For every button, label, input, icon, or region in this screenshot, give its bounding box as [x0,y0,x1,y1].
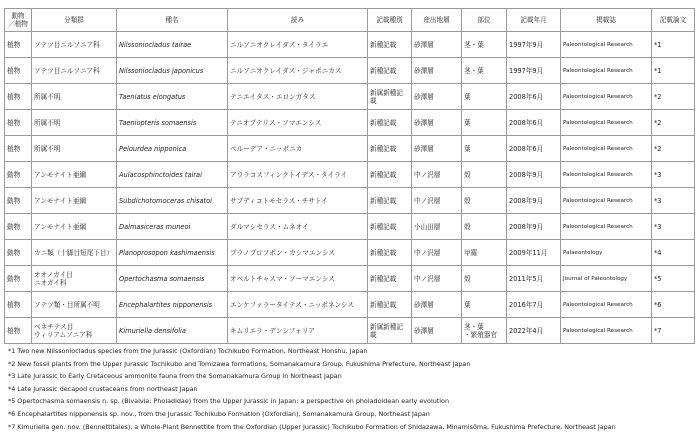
date-cell: 2016年7月 [507,292,561,318]
species-cell: Nilssoniocladus tairae [117,32,228,58]
header-reading: 読み [228,9,368,32]
strata-cell: 砂澤層 [412,32,462,58]
date-cell: 2009年11月 [507,240,561,266]
species-cell: Planoprosopon kashimaensis [117,240,228,266]
strata-cell: 中ノ沢層 [412,240,462,266]
journal-cell: Paleontological Research [561,58,652,84]
table-row [5,136,695,162]
journal-cell: Paleontological Research [561,110,652,136]
header-part: 部位 [462,9,507,32]
part-cell: 甲羅 [462,240,507,266]
footnote: *4 Late Jurassic decapod crustaceans from northeast Japan [8,384,198,393]
footnote: *1 Two new Nilssoniocladus species from the Jurassic (Oxfordian) Tochikubo Formation, Northeast Honshu, Japan [8,347,368,355]
date-cell: 2008年6月 [507,84,561,110]
footnote: *3 Late Jurassic to Early Cretaceous ammonite fauna from the Somanakamura Group in Northeast Japan [8,372,342,381]
strata-cell: 中ノ沢層 [412,266,462,292]
header-group: 分類群 [32,9,117,32]
species-table [4,8,695,344]
reading-cell: サブディコトモセラス・チサトイ [228,188,368,214]
species-cell: Taeniatus elongatus [117,84,228,110]
type-cell: 新種記載 [368,162,412,188]
paper-cell: *7 [652,318,695,344]
header-row [5,9,695,32]
type-cell: 新属新種記載 [368,84,412,110]
kind-cell: 植物 [5,32,32,58]
date-cell: 2008年6月 [507,110,561,136]
type-cell: 新種記載 [368,188,412,214]
group-cell: ベネチテス目 ウィリアムソニア科 [32,318,117,344]
part-cell: 殻 [462,214,507,240]
strata-cell: 砂澤層 [412,318,462,344]
journal-cell: Palaeontology [561,240,652,266]
paper-cell: *3 [652,188,695,214]
paper-cell: *2 [652,136,695,162]
paper-cell: *4 [652,240,695,266]
type-cell: 新種記載 [368,58,412,84]
group-cell: ソテツ目ニルソニア科 [32,58,117,84]
date-cell: 2008年9月 [507,214,561,240]
species-cell: Taeniopteris somaensis [117,110,228,136]
footnote: *6 Encephalartites nipponensis sp. nov., from the Jurassic Tochikubo Formation (Oxfordian), Somanakamura Group, Northeast Japan [8,409,430,418]
type-cell: 新種記載 [368,292,412,318]
date-cell: 2008年9月 [507,162,561,188]
paper-cell: *5 [652,266,695,292]
part-cell: 葉 [462,292,507,318]
footnote: *7 Kimuriella gen. nov. (Bennettitales), a Whole-Plant Bennettite from the Oxfordian (Upper Jurassic) Tochikubo Formation of Shidazawa, Minamisōma, Fukushima Prefecture, Northeast Japan [8,422,616,431]
part-cell: 茎・葉 [462,58,507,84]
reading-cell: プラノプロソポン・カシマエンシス [228,240,368,266]
table-row [5,84,695,110]
header-kind: 動物 ／植物 [5,9,32,32]
part-cell: 葉 [462,136,507,162]
kind-cell: 植物 [5,318,32,344]
part-cell: 茎・葉 [462,32,507,58]
date-cell: 1997年9月 [507,32,561,58]
date-cell: 2022年4月 [507,318,561,344]
species-cell: Kimuriella densifolia [117,318,228,344]
species-cell: Subdichotomoceras chisatoi [117,188,228,214]
kind-cell: 動物 [5,214,32,240]
reading-cell: キムリエラ・デンシフォリア [228,318,368,344]
kind-cell: 動物 [5,240,32,266]
table-row [5,110,695,136]
table-row [5,214,695,240]
journal-cell: Paleontological Research [561,188,652,214]
strata-cell: 中ノ沢層 [412,188,462,214]
header-journal: 掲載誌 [561,9,652,32]
reading-cell: テニエイタス・エロンガタス [228,84,368,110]
kind-cell: 植物 [5,292,32,318]
group-cell: 所属不明 [32,136,117,162]
type-cell: 新種記載 [368,110,412,136]
footnotes [8,345,694,433]
journal-cell: Paleontological Research [561,84,652,110]
footnote: *5 Opertochasma somaensis n. sp. (Bivalvia: Pholadidae) from the Upper Jurassic in Japan: a perspective on pholadoidean early evolution [8,397,450,406]
journal-cell: Paleontological Research [561,32,652,58]
table-row [5,58,695,84]
reading-cell: ニルソニオクレイダス・タイラエ [228,32,368,58]
header-type: 記載種別 [368,9,412,32]
kind-cell: 植物 [5,58,32,84]
header-paper: 記載論文 [652,9,695,32]
type-cell: 新属新種記載 [368,318,412,344]
kind-cell: 植物 [5,110,32,136]
species-cell: Aulacosphinctoides tairai [117,162,228,188]
strata-cell: 砂澤層 [412,292,462,318]
group-cell: アンモナイト亜綱 [32,188,117,214]
table-row [5,240,695,266]
table-body [5,32,695,344]
table-row [5,32,695,58]
paper-cell: *2 [652,84,695,110]
reading-cell: オペルトチャスマ・ソーマエンシス [228,266,368,292]
paper-cell: *3 [652,214,695,240]
strata-cell: 砂澤層 [412,58,462,84]
strata-cell: 砂澤層 [412,136,462,162]
part-cell: 殻 [462,188,507,214]
group-cell: アンモナイト亜綱 [32,214,117,240]
reading-cell: アウラコスフィンクトイデス・タイライ [228,162,368,188]
group-cell: ソテツ類・目所属不明 [32,292,117,318]
kind-cell: 動物 [5,188,32,214]
species-cell: Nilssoniocladus japonicus [117,58,228,84]
species-cell: Opertochasma somaensis [117,266,228,292]
strata-cell: 砂澤層 [412,84,462,110]
journal-cell: Paleontological Research [561,292,652,318]
strata-cell: 中ノ沢層 [412,162,462,188]
paper-cell: *6 [652,292,695,318]
type-cell: 新種記載 [368,240,412,266]
strata-cell: 砂澤層 [412,110,462,136]
strata-cell: 小山田層 [412,214,462,240]
type-cell: 新種記載 [368,266,412,292]
kind-cell: 動物 [5,266,32,292]
part-cell: 葉 [462,110,507,136]
type-cell: 新種記載 [368,214,412,240]
table-row [5,162,695,188]
journal-cell: Paleontological Research [561,214,652,240]
kind-cell: 植物 [5,84,32,110]
footnote: *2 New fossil plants from the Upper Jurassic Tochikubo and Tomizawa formations, Somanakamura Group, Fukushima Prefecture, Northeast Japan [8,359,471,368]
type-cell: 新種記載 [368,32,412,58]
part-cell: 殻 [462,162,507,188]
part-cell: 殻 [462,266,507,292]
journal-cell: Paleontological Research [561,136,652,162]
table-row [5,292,695,318]
species-cell: Pelourdea nipponica [117,136,228,162]
group-cell: ソテツ目ニルソニア科 [32,32,117,58]
date-cell: 2008年6月 [507,136,561,162]
reading-cell: ペルーデア・ニッポニカ [228,136,368,162]
part-cell: 葉 [462,84,507,110]
group-cell: アンモナイト亜綱 [32,162,117,188]
header-strata: 産出地層 [412,9,462,32]
table-row [5,266,695,292]
table-row [5,188,695,214]
reading-cell: ニルソニオクレイダス・ジャポニカス [228,58,368,84]
date-cell: 2011年5月 [507,266,561,292]
part-cell: 茎・葉 ・繁殖器官 [462,318,507,344]
reading-cell: テニオプテリス・ソマエンシス [228,110,368,136]
paper-cell: *1 [652,58,695,84]
type-cell: 新種記載 [368,136,412,162]
journal-cell: Paleontological Research [561,162,652,188]
group-cell: カニ類（十脚目短尾下目） [32,240,117,266]
date-cell: 2008年9月 [507,188,561,214]
header-species: 種名 [117,9,228,32]
reading-cell: ダルマシセラス・ムネオイ [228,214,368,240]
header-date: 記載年月 [507,9,561,32]
species-cell: Encephalartites nipponensis [117,292,228,318]
kind-cell: 動物 [5,162,32,188]
group-cell: 所属不明 [32,84,117,110]
journal-cell: Journal of Paleontology [561,266,652,292]
paper-cell: *1 [652,32,695,58]
group-cell: オオノガイ目 ニオガイ科 [32,266,117,292]
reading-cell: エンケファラータイテス・ニッポネンシス [228,292,368,318]
paper-cell: *3 [652,162,695,188]
paper-cell: *2 [652,110,695,136]
table-row [5,318,695,344]
kind-cell: 植物 [5,136,32,162]
species-cell: Dalmasiceras muneoi [117,214,228,240]
journal-cell: Paleontological Research [561,318,652,344]
group-cell: 所属不明 [32,110,117,136]
date-cell: 1997年9月 [507,58,561,84]
